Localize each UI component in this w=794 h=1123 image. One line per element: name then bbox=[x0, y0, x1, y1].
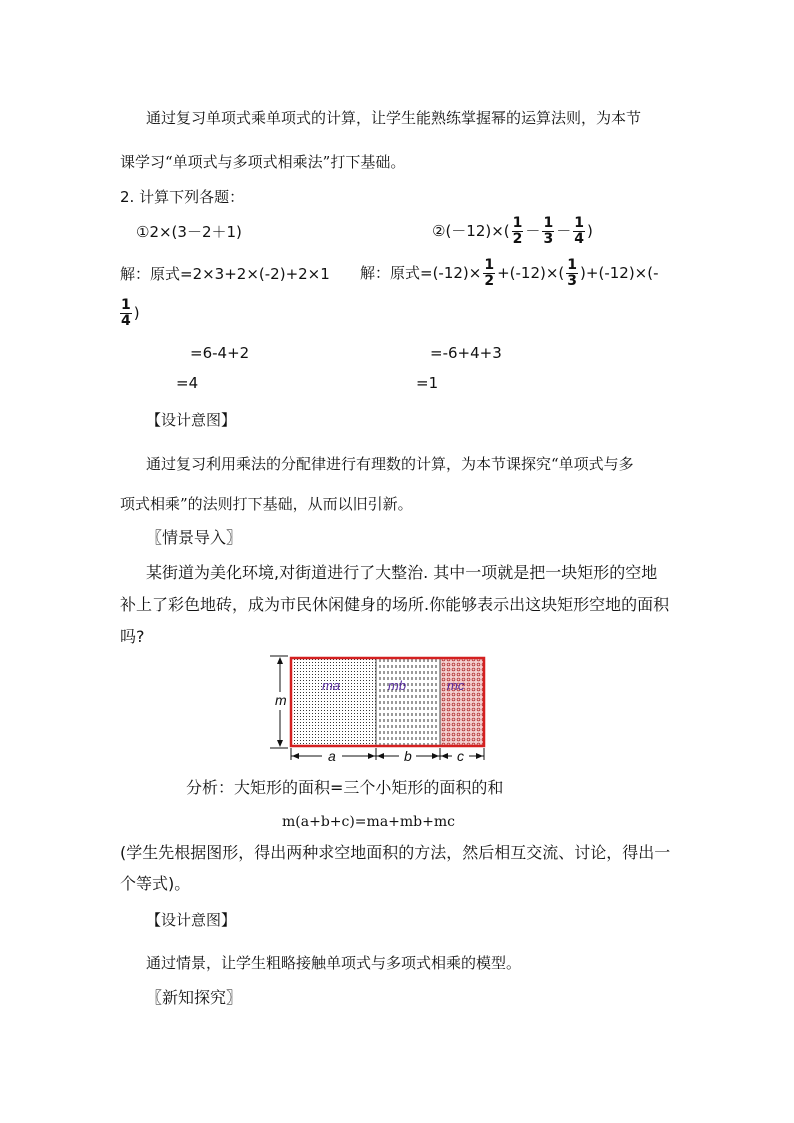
scene-paragraph-line-3: 吗? bbox=[120, 627, 145, 646]
fraction-denominator: 4 bbox=[574, 231, 584, 247]
problem-2 bbox=[432, 214, 593, 248]
fraction-one-quarter bbox=[573, 216, 585, 247]
intent-paragraph-1-line-1: 通过复习单项式乘单项式的计算，让学生能熟练掌握幂的运算法则，为本节 bbox=[146, 109, 642, 127]
solution-2-line bbox=[360, 256, 659, 290]
question-2-heading: 2. 计算下列各题： bbox=[120, 188, 245, 206]
scene-intro-heading: 〖情景导入〗 bbox=[146, 528, 243, 547]
equation-line: m(a+b+c)=ma+mb+mc bbox=[282, 814, 455, 830]
fraction-denominator: 3 bbox=[543, 231, 554, 247]
new-knowledge-heading: 〖新知探究〗 bbox=[146, 988, 243, 1007]
region-mb bbox=[376, 658, 440, 746]
rectangle-area-diagram bbox=[266, 652, 496, 764]
label-m: m bbox=[275, 692, 287, 708]
fraction-denominator: 3 bbox=[567, 273, 578, 289]
solution-1-step-1: =6-4+2 bbox=[190, 344, 250, 362]
intent-paragraph-2-line-1: 通过复习利用乘法的分配律进行有理数的计算，为本节课探究“单项式与多 bbox=[146, 455, 634, 473]
close-paren: ) bbox=[133, 304, 140, 322]
fraction-denominator: 4 bbox=[121, 313, 131, 329]
fraction-numerator: 1 bbox=[121, 297, 131, 313]
fraction-numerator: 1 bbox=[512, 215, 523, 231]
fraction-numerator: 1 bbox=[484, 257, 495, 273]
label-ma: ma bbox=[322, 678, 341, 693]
minus-sign: － bbox=[556, 222, 572, 240]
fraction-one-third bbox=[566, 258, 578, 289]
fraction-numerator: 1 bbox=[574, 215, 584, 231]
student-note-line-1: (学生先根据图形，得出两种求空地面积的方法，然后相互交流、讨论，得出一 bbox=[120, 843, 671, 862]
problem-1: ①2×(3－2＋1) bbox=[136, 223, 242, 241]
fraction-one-third bbox=[542, 216, 554, 247]
intent-paragraph-3: 通过情景，让学生粗略接触单项式与多项式相乘的模型。 bbox=[146, 954, 522, 972]
fraction-numerator: 1 bbox=[543, 215, 554, 231]
solution-2-step-1: =-6+4+3 bbox=[430, 344, 502, 362]
region-ma bbox=[291, 658, 376, 746]
design-intent-heading-1: 【设计意图】 bbox=[146, 411, 237, 429]
problem-2-prefix: ②(－12)×( bbox=[432, 222, 510, 240]
student-note-line-2: 个等式)。 bbox=[120, 874, 191, 893]
analysis-line: 分析：大矩形的面积=三个小矩形的面积的和 bbox=[186, 778, 504, 797]
label-a: a bbox=[328, 748, 336, 764]
solution-2-part-b: +(-12)×( bbox=[497, 264, 565, 282]
label-b: b bbox=[404, 748, 412, 764]
fraction-denominator: 2 bbox=[512, 231, 523, 247]
solution-1-step-2: =4 bbox=[176, 374, 199, 392]
intent-paragraph-1-line-2: 课学习“单项式与多项式相乘法”打下基础。 bbox=[120, 153, 406, 171]
solution-2-continued bbox=[118, 296, 140, 330]
scene-paragraph-line-1: 某街道为美化环境,对街道进行了大整治. 其中一项就是把一块矩形的空地 bbox=[146, 563, 658, 582]
solution-2-step-2: =1 bbox=[416, 374, 439, 392]
fraction-denominator: 2 bbox=[484, 273, 495, 289]
fraction-one-quarter bbox=[120, 298, 132, 329]
label-mb: mb bbox=[388, 678, 407, 693]
solution-1-line: 解：原式=2×3+2×(-2)+2×1 bbox=[120, 265, 330, 283]
fraction-one-half bbox=[483, 258, 495, 289]
solution-2-part-a: 解：原式=(-12)× bbox=[360, 264, 482, 282]
label-mc: mc bbox=[447, 678, 465, 693]
scene-paragraph-line-2: 补上了彩色地砖，成为市民休闲健身的场所.你能够表示出这块矩形空地的面积 bbox=[120, 595, 670, 614]
fraction-numerator: 1 bbox=[567, 257, 578, 273]
minus-sign: － bbox=[525, 222, 541, 240]
rectangle-area-figure bbox=[266, 652, 496, 764]
close-paren: ) bbox=[586, 222, 593, 240]
label-c: c bbox=[457, 748, 464, 764]
design-intent-heading-2: 【设计意图】 bbox=[146, 911, 237, 929]
intent-paragraph-2-line-2: 项式相乘”的法则打下基础，从而以旧引新。 bbox=[120, 495, 413, 513]
fraction-one-half bbox=[512, 216, 524, 247]
solution-2-part-c: )+(-12)×(- bbox=[580, 264, 659, 282]
region-mc bbox=[440, 658, 484, 746]
